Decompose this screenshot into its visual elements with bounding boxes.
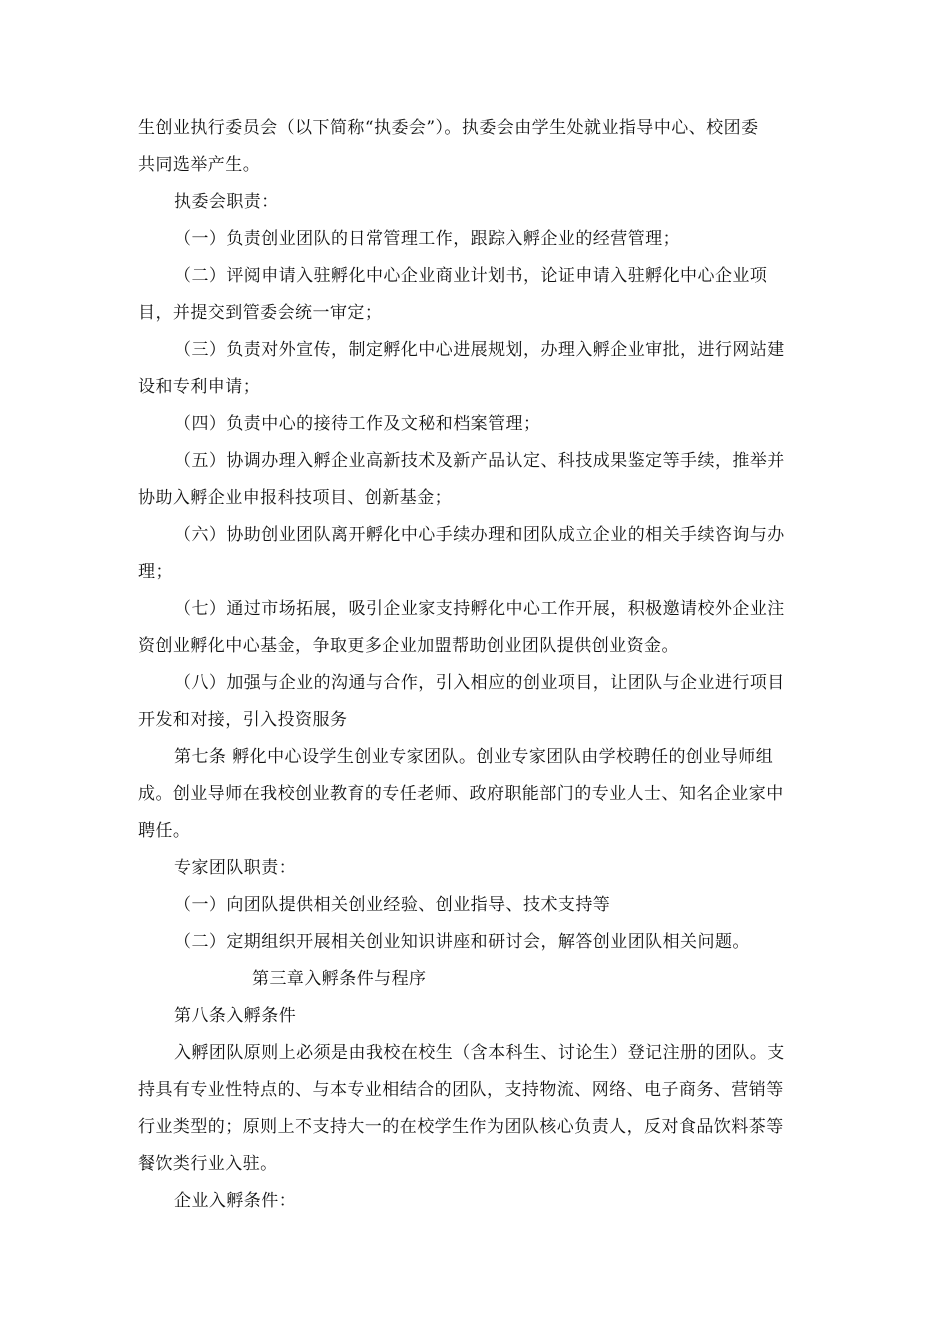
section-heading: 专家团队职责： — [174, 858, 297, 878]
paragraph-continuation: 成。创业导师在我校创业教育的专任老师、政府职能部门的专业人士、知名企业家中 — [138, 784, 784, 804]
paragraph-continuation: 聘任。 — [138, 821, 191, 841]
list-item: （二）定期组织开展相关创业知识讲座和研讨会，解答创业团队相关问题。 — [174, 932, 750, 952]
list-item-continuation: 理； — [138, 562, 173, 582]
list-item: （一）负责创业团队的日常管理工作，跟踪入孵企业的经营管理； — [174, 229, 681, 249]
text-line: 生创业执行委员会（以下简称“执委会”）。执委会由学生处就业指导中心、校团委 — [138, 118, 759, 138]
article-paragraph: 第七条 孵化中心设学生创业专家团队。创业专家团队由学校聘任的创业导师组 — [174, 747, 774, 767]
list-item-continuation: 资创业孵化中心基金，争取更多企业加盟帮助创业团队提供创业资金。 — [138, 636, 679, 656]
paragraph-continuation: 餐饮类行业入驻。 — [138, 1154, 278, 1174]
section-heading: 企业入孵条件： — [174, 1191, 297, 1211]
document-body — [138, 110, 828, 1220]
list-item-continuation: 开发和对接，引入投资服务 — [138, 710, 348, 730]
list-item: （六）协助创业团队离开孵化中心手续办理和团队成立企业的相关手续咨询与办 — [174, 525, 785, 545]
list-item: （四）负责中心的接待工作及文秘和档案管理； — [174, 414, 541, 434]
list-item-continuation: 目，并提交到管委会统一审定； — [138, 303, 383, 323]
paragraph: 入孵团队原则上必须是由我校在校生（含本科生、讨论生）登记注册的团队。支 — [174, 1043, 785, 1063]
section-heading: 执委会职责： — [174, 192, 279, 212]
list-item: （三）负责对外宣传，制定孵化中心进展规划，办理入孵企业审批，进行网站建 — [174, 340, 785, 360]
article-heading: 第八条入孵条件 — [174, 1006, 297, 1026]
list-item: （八）加强与企业的沟通与合作，引入相应的创业项目，让团队与企业进行项目 — [174, 673, 785, 693]
list-item: （二）评阅申请入驻孵化中心企业商业计划书，论证申请入驻孵化中心企业项 — [174, 266, 768, 286]
paragraph-continuation: 行业类型的；原则上不支持大一的在校学生作为团队核心负责人，反对食品饮料茶等 — [138, 1117, 784, 1137]
paragraph-continuation: 持具有专业性特点的、与本专业相结合的团队，支持物流、网络、电子商务、营销等 — [138, 1080, 784, 1100]
list-item-continuation: 设和专利申请； — [138, 377, 261, 397]
list-item-continuation: 协助入孵企业申报科技项目、创新基金； — [138, 488, 453, 508]
list-item: （七）通过市场拓展，吸引企业家支持孵化中心工作开展，积极邀请校外企业注 — [174, 599, 785, 619]
list-item: （五）协调办理入孵企业高新技术及新产品认定、科技成果鉴定等手续，推举并 — [174, 451, 785, 471]
list-item: （一）向团队提供相关创业经验、创业指导、技术支持等 — [174, 895, 611, 915]
chapter-heading: 第三章入孵条件与程序 — [252, 969, 427, 989]
text-line: 共同选举产生。 — [138, 155, 261, 175]
